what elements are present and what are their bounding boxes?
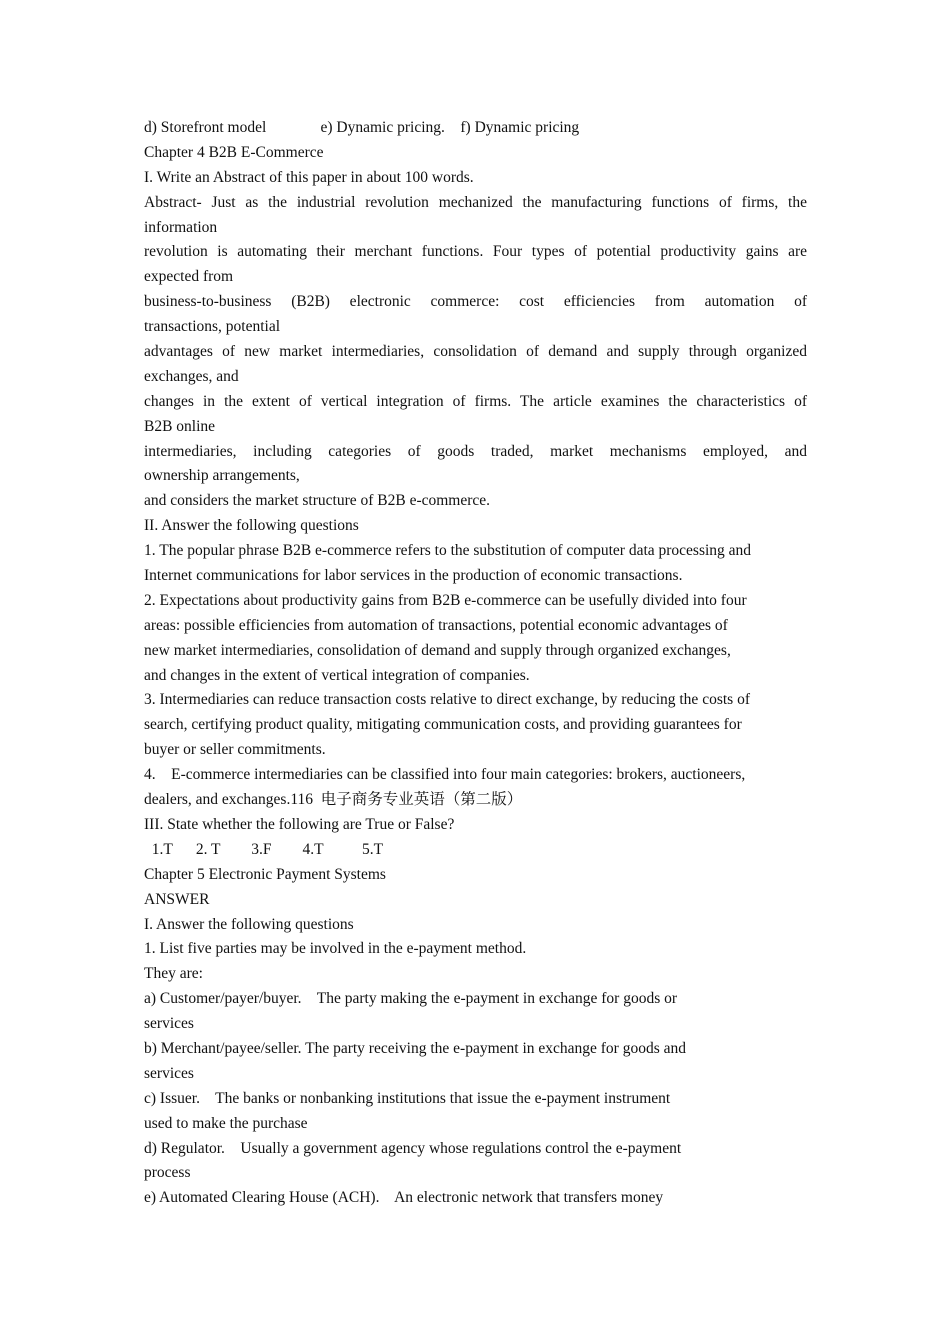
they-are-line: They are: xyxy=(144,965,203,983)
party-d-line-1: d) Regulator. Usually a government agency whose regulations control the e-payment xyxy=(144,1139,682,1157)
abstract-line-10: B2B online xyxy=(144,417,216,435)
answer-2-line-3: new market intermediaries, consolidation of demand and supply through organized exchanges, xyxy=(144,641,731,659)
party-d-line-2: process xyxy=(144,1164,191,1182)
abstract-line-1: Abstract- Just as the industrial revolution mechanized the manufacturing functions of firms, the xyxy=(144,193,807,211)
answer-1-line-2: Internet communications for labor services in the production of economic transactions. xyxy=(144,567,683,585)
abstract-line-4: expected from xyxy=(144,268,234,286)
abstract-line-3: revolution is automating their merchant functions. Four types of potential productivity gains are xyxy=(144,243,807,261)
abstract-line-11: intermediaries, including categories of goods traded, market mechanisms employed, and xyxy=(144,442,807,460)
abstract-line-7: advantages of new market intermediaries, consolidation of demand and supply through organized xyxy=(144,343,807,361)
abstract-line-12: ownership arrangements, xyxy=(144,467,300,485)
abstract-line-6: transactions, potential xyxy=(144,318,281,336)
answer-label: ANSWER xyxy=(144,890,210,908)
answer-4-line-1: 4. E-commerce intermediaries can be classified into four main categories: brokers, auctioneers, xyxy=(144,766,746,784)
answer-1-line-1: 1. The popular phrase B2B e-commerce refers to the substitution of computer data processing and xyxy=(144,542,752,560)
party-b-line-1: b) Merchant/payee/seller. The party receiving the e-payment in exchange for goods and xyxy=(144,1039,687,1057)
abstract-line-5: business-to-business (B2B) electronic commerce: cost efficiencies from automation of xyxy=(144,293,807,311)
chapter-4-heading: Chapter 4 B2B E-Commerce xyxy=(144,143,324,161)
document-page xyxy=(144,116,807,1211)
answer-3-line-3: buyer or seller commitments. xyxy=(144,741,326,759)
section-ii-heading: II. Answer the following questions xyxy=(144,517,359,535)
answer-line-storefront: d) Storefront model e) Dynamic pricing. f) Dynamic pricing xyxy=(144,119,580,136)
abstract-line-8: exchanges, and xyxy=(144,367,239,385)
party-a-line-1: a) Customer/payer/buyer. The party making the e-payment in exchange for goods or xyxy=(144,990,678,1008)
chapter-5-heading: Chapter 5 Electronic Payment Systems xyxy=(144,865,386,883)
section-i-heading: I. Write an Abstract of this paper in about 100 words. xyxy=(144,168,474,186)
answer-3-line-2: search, certifying product quality, mitigating communication costs, and providing guarantees for xyxy=(144,716,742,734)
party-a-line-2: services xyxy=(144,1015,194,1033)
abstract-line-13: and considers the market structure of B2B e-commerce. xyxy=(144,492,491,510)
party-c-line-2: used to make the purchase xyxy=(144,1114,308,1132)
answer-2-line-4: and changes in the extent of vertical integration of companies. xyxy=(144,666,530,684)
abstract-line-9: changes in the extent of vertical integration of firms. The article examines the characteristics of xyxy=(144,392,807,410)
answer-4-line-2: dealers, and exchanges.116 电子商务专业英语（第二版） xyxy=(144,791,523,809)
answer-3-line-1: 3. Intermediaries can reduce transaction costs relative to direct exchange, by reducing the costs of xyxy=(144,691,750,709)
answer-2-line-1: 2. Expectations about productivity gains from B2B e-commerce can be usefully divided into four xyxy=(144,591,747,609)
abstract-line-2: information xyxy=(144,218,218,236)
party-c-line-1: c) Issuer. The banks or nonbanking institutions that issue the e-payment instrument xyxy=(144,1089,671,1107)
section-i-questions-heading: I. Answer the following questions xyxy=(144,915,354,933)
question-1: 1. List five parties may be involved in the e-payment method. xyxy=(144,940,527,958)
answer-2-line-2: areas: possible efficiencies from automation of transactions, potential economic advantages of xyxy=(144,616,728,634)
true-false-answers: 1.T 2. T 3.F 4.T 5.T xyxy=(144,840,384,858)
section-iii-heading: III. State whether the following are True or False? xyxy=(144,815,455,833)
party-b-line-2: services xyxy=(144,1064,194,1082)
party-e-line-1: e) Automated Clearing House (ACH). An electronic network that transfers money xyxy=(144,1189,664,1207)
